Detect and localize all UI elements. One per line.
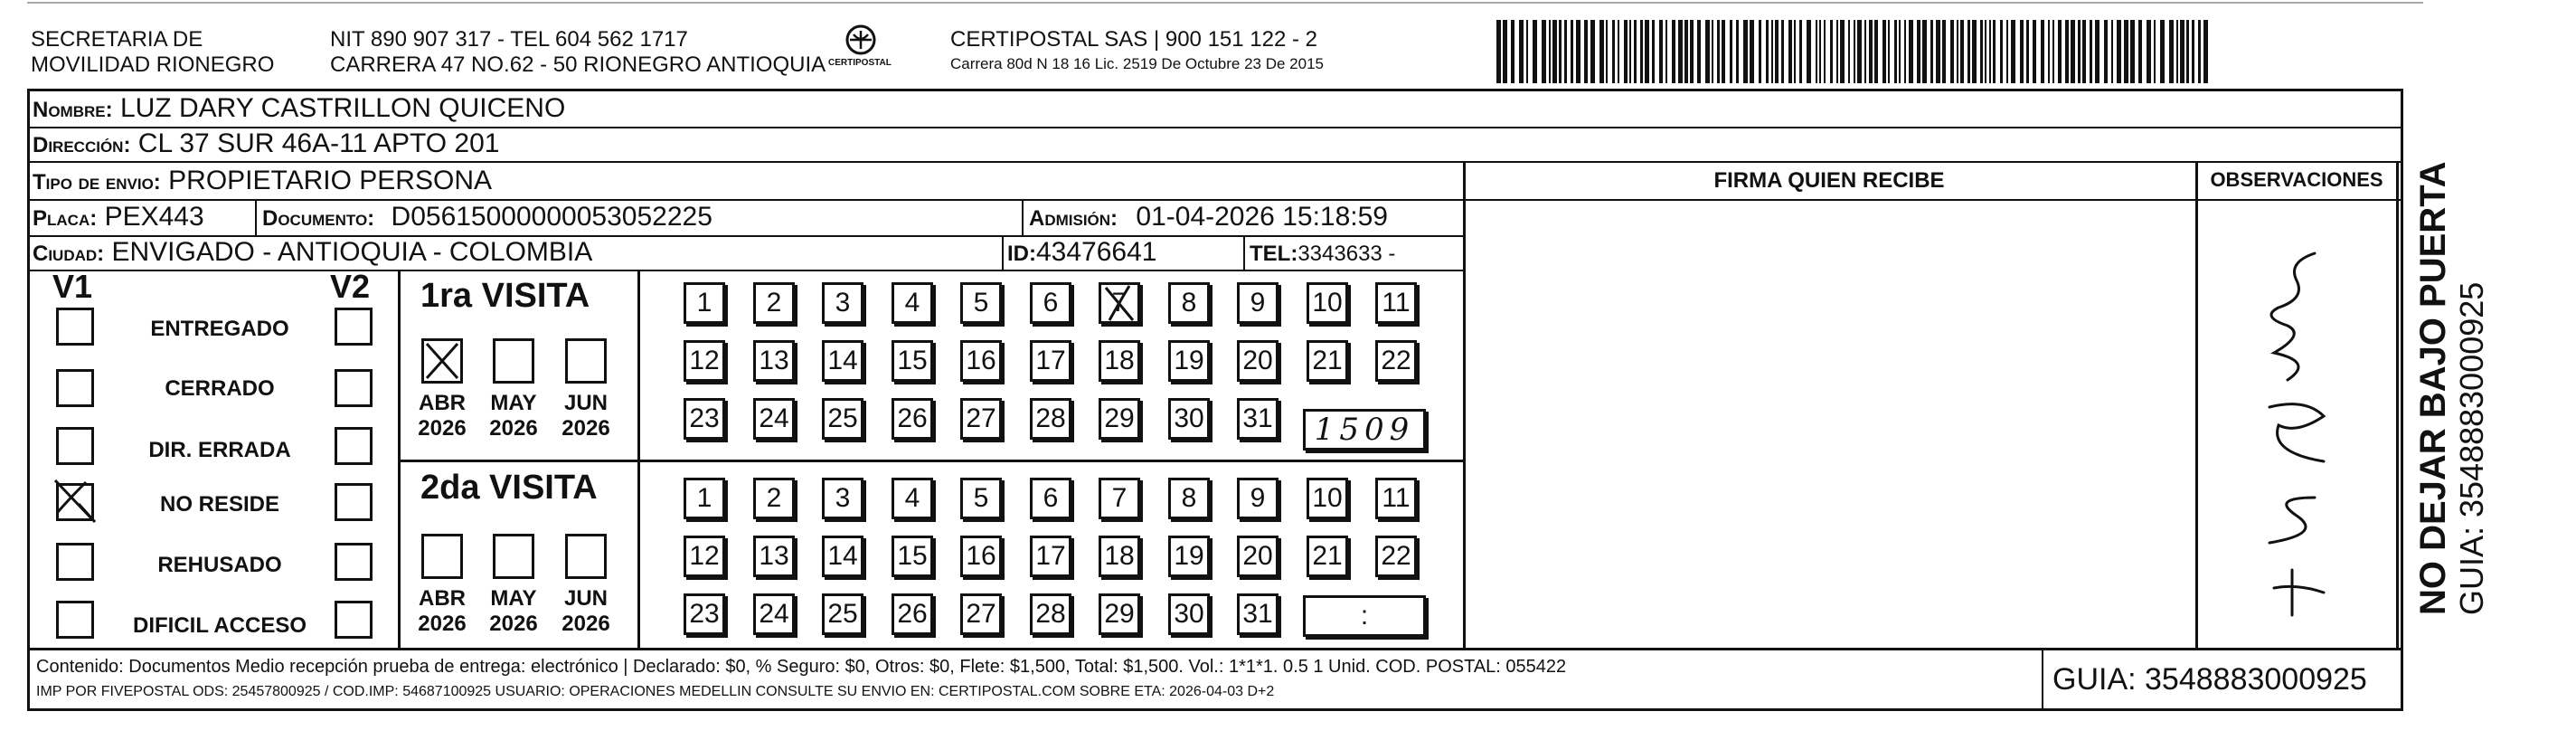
- barcode-bar: [1606, 20, 1608, 83]
- barcode-bar: [1624, 20, 1628, 83]
- barcode-bar: [1717, 20, 1720, 83]
- nombre-row: [33, 92, 565, 127]
- barcode-bar: [1684, 20, 1688, 83]
- barcode-bar: [1950, 20, 1954, 83]
- barcode-bar: [1854, 20, 1855, 83]
- barcode-bar: [1909, 20, 1913, 83]
- barcode-bar: [1869, 20, 1873, 83]
- second-visit-day-7[interactable]: 7: [1099, 478, 1140, 519]
- v2-checkbox-dir-errada[interactable]: [335, 427, 373, 465]
- second-visit-month-abr-checkbox[interactable]: [421, 534, 463, 579]
- first-visit-day-8[interactable]: 8: [1168, 282, 1210, 324]
- first-visit-time-box[interactable]: [1303, 409, 1426, 451]
- barcode-bar: [1857, 20, 1862, 83]
- second-visit-day-24[interactable]: 24: [753, 593, 795, 635]
- barcode-bar: [2111, 20, 2113, 83]
- barcode-bar: [1542, 20, 1546, 83]
- barcode-bar: [1576, 20, 1581, 83]
- second-visit-day-23[interactable]: 23: [684, 593, 725, 635]
- address-line: CARRERA 47 NO.62 - 50 RIONEGRO ANTIOQUIA: [330, 52, 826, 77]
- barcode-bar: [1705, 20, 1710, 83]
- sender-contact: [330, 27, 826, 78]
- first-visit-month-abr-checkbox[interactable]: [421, 338, 463, 384]
- barcode-bar: [1864, 20, 1866, 83]
- second-visit-day-19[interactable]: 19: [1168, 536, 1210, 577]
- barcode-bar: [1697, 20, 1701, 83]
- divider-tel: [1243, 235, 1245, 270]
- barcode-bar: [2138, 20, 2142, 83]
- barcode-bar: [1690, 20, 1694, 83]
- handwritten-x-mark-icon: [421, 338, 463, 384]
- barcode-bar: [1882, 20, 1886, 83]
- barcode-bar: [1788, 20, 1792, 83]
- documento-row: [262, 201, 712, 235]
- barcode-bar: [1750, 20, 1754, 83]
- barcode-bar: [1634, 20, 1637, 83]
- second-visit-time-value: :: [1360, 601, 1369, 631]
- first-visit-day-15[interactable]: 15: [892, 340, 933, 382]
- second-visit-month-jun-name: JUN: [563, 586, 608, 611]
- nit-line: NIT 890 907 317 - TEL 604 562 1717: [330, 27, 688, 52]
- barcode-bar: [1730, 20, 1732, 83]
- second-visit-day-28[interactable]: 28: [1030, 593, 1071, 635]
- barcode-bar: [1836, 20, 1838, 83]
- first-visit-month-may-label: [482, 391, 545, 441]
- first-visit-day-16[interactable]: 16: [960, 340, 1002, 382]
- second-visit-day-10[interactable]: 10: [1307, 478, 1348, 519]
- v2-checkbox-rehusado[interactable]: [335, 543, 373, 581]
- second-visit-title: 2da VISITA: [420, 469, 598, 507]
- second-visit-day-17[interactable]: 17: [1030, 536, 1071, 577]
- barcode-bar: [1775, 20, 1779, 83]
- barcode-bar: [1807, 20, 1811, 83]
- barcode-bar: [2078, 20, 2081, 83]
- barcode-bar: [2117, 20, 2121, 83]
- barcode-bar: [1590, 20, 1595, 83]
- barcode-bar: [2033, 20, 2036, 83]
- barcode-bar: [2198, 20, 2201, 83]
- signature-area[interactable]: [1465, 201, 2194, 646]
- first-visit-day-14[interactable]: 14: [822, 340, 863, 382]
- barcode-bar: [1799, 20, 1802, 83]
- barcode-bar: [1972, 20, 1977, 83]
- barcode-bar: [1922, 20, 1927, 83]
- barcode-bar: [1993, 20, 1996, 83]
- first-visit-day-27[interactable]: 27: [960, 398, 1002, 440]
- direccion-label: Dirección:: [33, 133, 131, 157]
- barcode-bar: [1917, 20, 1920, 83]
- barcode-bar: [1722, 20, 1725, 83]
- divider-observaciones: [2195, 161, 2198, 648]
- barcode-bar: [1874, 20, 1878, 83]
- v1-checkbox-rehusado[interactable]: [56, 543, 94, 581]
- first-visit-month-abr-year: 2026: [418, 416, 467, 441]
- admision-label: Admisión:: [1029, 206, 1118, 231]
- barcode-bar: [1652, 20, 1655, 83]
- barcode-bar: [2104, 20, 2108, 83]
- first-visit-day-17[interactable]: 17: [1030, 340, 1071, 382]
- admision-value: 01-04-2026 15:18:59: [1136, 202, 1388, 232]
- barcode-bar: [1736, 20, 1739, 83]
- v1-checkbox-dir-errada[interactable]: [56, 427, 94, 465]
- second-visit-day-6[interactable]: 6: [1030, 478, 1071, 519]
- first-visit-day-30[interactable]: 30: [1168, 398, 1210, 440]
- v2-checkbox-entregado[interactable]: [335, 308, 373, 346]
- barcode-bar: [1503, 20, 1507, 83]
- barcode-bar: [1496, 20, 1501, 83]
- direccion-row: [33, 128, 499, 162]
- barcode-bar: [1571, 20, 1573, 83]
- barcode-bar: [2006, 20, 2008, 83]
- first-visit-day-29[interactable]: 29: [1099, 398, 1140, 440]
- second-visit-day-13[interactable]: 13: [753, 536, 795, 577]
- sender-name: [31, 27, 274, 78]
- first-visit-month-abr-label: [410, 391, 474, 441]
- first-visit-month-jun-label: [554, 391, 618, 441]
- handwritten-signature-icon: [2206, 226, 2387, 642]
- barcode-bar: [1549, 20, 1551, 83]
- barcode-bar: [1794, 20, 1796, 83]
- first-visit-day-12[interactable]: 12: [684, 340, 725, 382]
- sender-line-2: MOVILIDAD RIONEGRO: [31, 52, 275, 77]
- barcode-bar: [1766, 20, 1769, 83]
- sender-line-1: SECRETARIA DE: [31, 27, 203, 52]
- v2-header: V2: [330, 268, 371, 305]
- second-visit-day-12[interactable]: 12: [684, 536, 725, 577]
- barcode-bar: [1936, 20, 1940, 83]
- barcode-bar: [2147, 20, 2151, 83]
- second-visit-month-may-checkbox[interactable]: [493, 534, 534, 579]
- barcode-bar: [1989, 20, 1991, 83]
- divider-months: [637, 270, 640, 648]
- barcode-graphic: [1496, 20, 2220, 83]
- documento-value: D05615000000053052225: [391, 202, 712, 232]
- barcode-bar: [1904, 20, 1906, 83]
- second-visit-day-20[interactable]: 20: [1237, 536, 1279, 577]
- courier-line-1: CERTIPOSTAL SAS | 900 151 122 - 2: [950, 27, 1317, 52]
- second-visit-day-1[interactable]: 1: [684, 478, 725, 519]
- barcode-bar: [1930, 20, 1933, 83]
- second-visit-day-8[interactable]: 8: [1168, 478, 1210, 519]
- second-visit-month-jun-label: [554, 586, 618, 637]
- v1-header: V1: [52, 268, 93, 305]
- divider-footer-guia: [2042, 648, 2043, 711]
- barcode-bar: [1942, 20, 1946, 83]
- second-visit-month-jun-year: 2026: [561, 612, 610, 636]
- no-dejar-bajo-puerta: NO DEJAR BAJO PUERTA: [2413, 161, 2453, 615]
- divider-admision: [1022, 199, 1024, 235]
- barcode-bar: [1967, 20, 1970, 83]
- second-visit-day-26[interactable]: 26: [892, 593, 933, 635]
- second-visit-time-box[interactable]: [1303, 595, 1426, 637]
- barcode-bar: [1712, 20, 1713, 83]
- barcode-bar: [1957, 20, 1958, 83]
- first-visit-day-28[interactable]: 28: [1030, 398, 1071, 440]
- first-visit-day-3[interactable]: 3: [822, 282, 863, 324]
- barcode-bar: [1645, 20, 1649, 83]
- barcode-bar: [1612, 20, 1615, 83]
- v2-checkbox-no-reside[interactable]: [335, 483, 373, 521]
- status-label-no-reside: NO RESIDE: [159, 492, 280, 517]
- placa-label: Placa:: [33, 206, 98, 231]
- second-visit-month-abr-year: 2026: [418, 612, 467, 636]
- second-visit-day-15[interactable]: 15: [892, 536, 933, 577]
- footer-contenido: Contenido: Documentos Medio recepción prueba de entrega: electrónico | Declarado: $0, % Seguro: $0, Otros: $0, Flete: $1,500, Total: $1,500. Vol.: 1*1*1. 0.5 1 Unid. COD. POSTAL: 055422: [36, 657, 1567, 677]
- handwritten-x-mark-icon: [52, 477, 99, 524]
- first-visit-time-value: 1509: [1314, 412, 1415, 448]
- barcode-bar: [1899, 20, 1901, 83]
- barcode-bar: [1743, 20, 1748, 83]
- second-visit-day-30[interactable]: 30: [1168, 593, 1210, 635]
- second-visit-day-4[interactable]: 4: [892, 478, 933, 519]
- second-visit-month-jun-checkbox[interactable]: [565, 534, 607, 579]
- barcode-bar: [2169, 20, 2174, 83]
- barcode-bar: [2160, 20, 2165, 83]
- barcode-bar: [1824, 20, 1826, 83]
- nombre-label: Nombre:: [33, 98, 113, 122]
- second-visit-month-may-label: [482, 586, 545, 637]
- barcode-bar: [1848, 20, 1850, 83]
- courier-info: [950, 27, 1324, 76]
- tipo-row: [33, 165, 492, 199]
- barcode-bar: [1672, 20, 1675, 83]
- second-visit-day-16[interactable]: 16: [960, 536, 1002, 577]
- barcode-bar: [1559, 20, 1562, 83]
- first-visit-day-6[interactable]: 6: [1030, 282, 1071, 324]
- id-row: [1007, 236, 1156, 270]
- first-visit-title: 1ra VISITA: [420, 277, 590, 315]
- barcode: [1496, 20, 2220, 83]
- first-visit-month-may-name: MAY: [490, 391, 537, 415]
- documento-label: Documento:: [262, 206, 375, 231]
- barcode-bar: [1894, 20, 1897, 83]
- barcode-bar: [2095, 20, 2099, 83]
- barcode-bar: [1519, 20, 1524, 83]
- second-visit-day-27[interactable]: 27: [960, 593, 1002, 635]
- v1-checkbox-entregado[interactable]: [56, 308, 94, 346]
- barcode-bar: [1830, 20, 1833, 83]
- v2-checkbox-cerrado[interactable]: [335, 369, 373, 407]
- barcode-bar: [2065, 20, 2069, 83]
- barcode-bar: [1511, 20, 1514, 83]
- tel-row: [1250, 238, 1395, 270]
- first-visit-month-may-year: 2026: [489, 416, 538, 441]
- barcode-bar: [1960, 20, 1964, 83]
- barcode-bar: [2180, 20, 2184, 83]
- first-visit-day-21[interactable]: 21: [1307, 340, 1348, 382]
- barcode-bar: [1771, 20, 1773, 83]
- side-guia: GUIA: 3548883000925: [2453, 281, 2490, 615]
- second-visit-day-14[interactable]: 14: [822, 536, 863, 577]
- barcode-bar: [1659, 20, 1663, 83]
- barcode-bar: [1629, 20, 1631, 83]
- rule-visit-split: [398, 460, 1463, 462]
- barcode-bar: [1980, 20, 1983, 83]
- barcode-bar: [1665, 20, 1667, 83]
- direccion-value: CL 37 SUR 46A-11 APTO 201: [137, 128, 500, 158]
- barcode-bar: [1618, 20, 1619, 83]
- second-visit-day-5[interactable]: 5: [960, 478, 1002, 519]
- barcode-bar: [2026, 20, 2029, 83]
- first-visit-month-may-checkbox[interactable]: [493, 338, 534, 384]
- barcode-bar: [1564, 20, 1567, 83]
- first-visit-day-2[interactable]: 2: [753, 282, 795, 324]
- barcode-bar: [1533, 20, 1537, 83]
- first-visit-day-26[interactable]: 26: [892, 398, 933, 440]
- footer-guia: GUIA: 3548883000925: [2052, 662, 2367, 697]
- barcode-bar: [1584, 20, 1588, 83]
- barcode-bar: [2058, 20, 2062, 83]
- first-visit-month-jun-checkbox[interactable]: [565, 338, 607, 384]
- tel-value: 3343633 -: [1297, 242, 1396, 266]
- first-visit-day-23[interactable]: 23: [684, 398, 725, 440]
- divider-id: [1002, 235, 1004, 270]
- second-visit-day-3[interactable]: 3: [822, 478, 863, 519]
- nombre-value: LUZ DARY CASTRILLON QUICENO: [119, 93, 566, 123]
- barcode-bar: [2041, 20, 2044, 83]
- barcode-bar: [2203, 20, 2208, 83]
- tel-label: TEL:: [1250, 242, 1298, 266]
- rule-footer: [27, 648, 2403, 650]
- second-visit-month-may-year: 2026: [489, 612, 538, 636]
- barcode-bar: [2071, 20, 2075, 83]
- second-visit-day-18[interactable]: 18: [1099, 536, 1140, 577]
- first-visit-day-9[interactable]: 9: [1237, 282, 1279, 324]
- first-visit-day-11[interactable]: 11: [1375, 282, 1417, 324]
- barcode-bar: [1526, 20, 1528, 83]
- status-label-cerrado: CERRADO: [165, 376, 275, 401]
- first-visit-day-22[interactable]: 22: [1375, 340, 1417, 382]
- id-value: 43476641: [1036, 237, 1157, 267]
- placa-row: [33, 201, 204, 235]
- first-visit-day-5[interactable]: 5: [960, 282, 1002, 324]
- barcode-bar: [1840, 20, 1845, 83]
- v1-checkbox-dificil-acceso[interactable]: [56, 601, 94, 639]
- tipo-value: PROPIETARIO PERSONA: [168, 166, 492, 195]
- barcode-bar: [2176, 20, 2178, 83]
- status-label-entregado: ENTREGADO: [150, 317, 289, 341]
- v1-checkbox-no-reside[interactable]: [56, 483, 94, 521]
- barcode-bar: [1819, 20, 1821, 83]
- barcode-bar: [2000, 20, 2003, 83]
- second-visit-day-22[interactable]: 22: [1375, 536, 1417, 577]
- second-visit-day-25[interactable]: 25: [822, 593, 863, 635]
- barcode-bar: [2154, 20, 2156, 83]
- first-visit-day-25[interactable]: 25: [822, 398, 863, 440]
- barcode-bar: [2090, 20, 2092, 83]
- second-visit-day-29[interactable]: 29: [1099, 593, 1140, 635]
- barcode-bar: [1888, 20, 1890, 83]
- second-visit-day-9[interactable]: 9: [1237, 478, 1279, 519]
- handwritten-x-mark-icon: [1099, 282, 1140, 324]
- first-visit-day-1[interactable]: 1: [684, 282, 725, 324]
- second-visit-day-2[interactable]: 2: [753, 478, 795, 519]
- ciudad-label: Ciudad:: [33, 242, 105, 266]
- divider-side: [2396, 161, 2399, 648]
- outer-trim-top: [27, 2, 2423, 4]
- second-visit-month-abr-label: [410, 586, 474, 637]
- barcode-bar: [2082, 20, 2086, 83]
- divider-status: [398, 270, 401, 648]
- barcode-bar: [2048, 20, 2050, 83]
- courier-line-2: Carrera 80d N 18 16 Lic. 2519 De Octubre 23 De 2015: [950, 55, 1324, 72]
- placa-value: PEX443: [104, 202, 204, 232]
- tipo-label: Tipo de envio:: [33, 170, 161, 194]
- second-visit-month-may-name: MAY: [490, 586, 537, 611]
- status-label-dificil-acceso: DIFICIL ACCESO: [132, 613, 307, 638]
- barcode-bar: [1599, 20, 1604, 83]
- certipostal-logo-text: CERTIPOSTAL: [828, 58, 892, 68]
- barcode-bar: [2020, 20, 2024, 83]
- barcode-bar: [1759, 20, 1761, 83]
- first-visit-month-abr-name: ABR: [419, 391, 466, 415]
- first-visit-month-jun-year: 2026: [561, 416, 610, 441]
- handwritten-signature: [2206, 226, 2387, 642]
- v2-checkbox-dificil-acceso[interactable]: [335, 601, 373, 639]
- first-visit-day-19[interactable]: 19: [1168, 340, 1210, 382]
- second-visit-day-31[interactable]: 31: [1237, 593, 1279, 635]
- barcode-bar: [1640, 20, 1643, 83]
- first-visit-day-10[interactable]: 10: [1307, 282, 1348, 324]
- first-visit-day-18[interactable]: 18: [1099, 340, 1140, 382]
- v1-checkbox-cerrado[interactable]: [56, 369, 94, 407]
- barcode-bar: [2011, 20, 2015, 83]
- first-visit-day-24[interactable]: 24: [753, 398, 795, 440]
- barcode-bar: [2186, 20, 2189, 83]
- second-visit-day-11[interactable]: 11: [1375, 478, 1417, 519]
- barcode-bar: [2130, 20, 2135, 83]
- divider-placa: [255, 199, 257, 235]
- second-visit-month-abr-name: ABR: [419, 586, 466, 611]
- status-label-dir-errada: DIR. ERRADA: [148, 438, 291, 462]
- first-visit-day-7[interactable]: 7: [1099, 282, 1140, 324]
- barcode-bar: [2052, 20, 2054, 83]
- first-visit-day-20[interactable]: 20: [1237, 340, 1279, 382]
- second-visit-day-21[interactable]: 21: [1307, 536, 1348, 577]
- ciudad-value: ENVIGADO - ANTIOQUIA - COLOMBIA: [111, 237, 593, 267]
- side-vertical-text: [2403, 163, 2575, 633]
- status-label-rehusado: REHUSADO: [157, 553, 282, 577]
- ciudad-row: [33, 236, 592, 270]
- firma-label: FIRMA QUIEN RECIBE: [1713, 168, 1945, 193]
- admision-row: [1029, 201, 1388, 235]
- footer-imp: IMP POR FIVEPOSTAL ODS: 25457800925 / COD.IMP: 54687100925 USUARIO: OPERACIONES MEDELLIN CONSULTE SU ENVIO EN: CERTIPOSTAL.COM SOBRE ETA: 2026-04-03 D+2: [36, 684, 1275, 699]
- first-visit-day-4[interactable]: 4: [892, 282, 933, 324]
- observaciones-label: OBSERVACIONES: [2210, 168, 2383, 191]
- first-visit-month-jun-name: JUN: [563, 391, 608, 415]
- barcode-bar: [1816, 20, 1817, 83]
- barcode-bar: [2124, 20, 2128, 83]
- barcode-bar: [2192, 20, 2194, 83]
- first-visit-day-31[interactable]: 31: [1237, 398, 1279, 440]
- barcode-bar: [1678, 20, 1683, 83]
- id-label: ID:: [1007, 242, 1036, 266]
- barcode-bar: [1552, 20, 1557, 83]
- certipostal-logo: [828, 24, 892, 74]
- barcode-bar: [1781, 20, 1784, 83]
- barcode-bar: [1985, 20, 1986, 83]
- first-visit-day-13[interactable]: 13: [753, 340, 795, 382]
